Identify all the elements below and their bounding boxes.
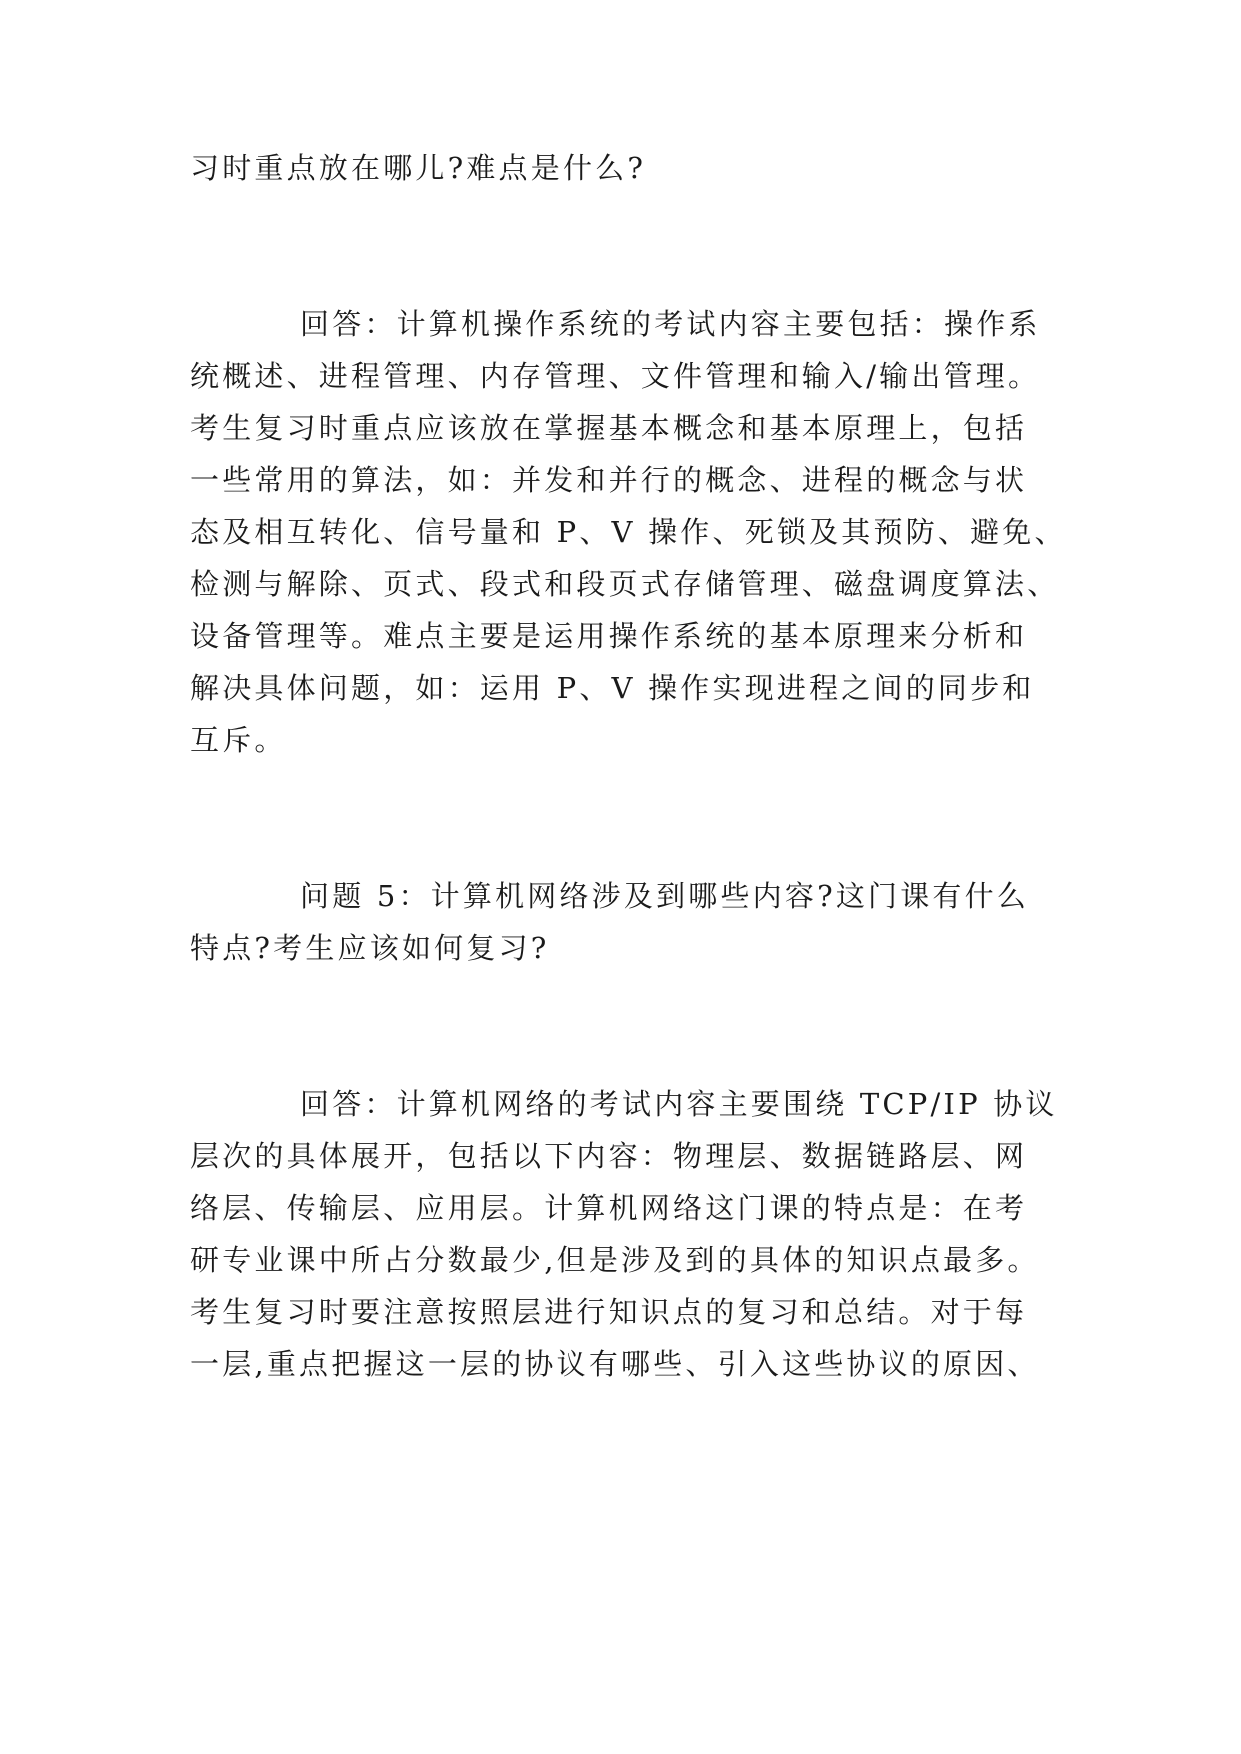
answer-5-line: 络层、传输层、应用层。计算机网络这门课的特点是：在考: [190, 1191, 1028, 1225]
answer-4-line: 回答：计算机操作系统的考试内容主要包括：操作系: [300, 307, 1041, 341]
answer-5-line: 回答：计算机网络的考试内容主要围绕 TCP/IP 协议: [300, 1087, 1058, 1121]
question-5-line: 问题 5：计算机网络涉及到哪些内容?这门课有什么: [300, 879, 1030, 913]
question-4-line: 习时重点放在哪儿?难点是什么?: [190, 151, 647, 185]
answer-4-line: 互斥。: [190, 723, 287, 757]
answer-5-line: 层次的具体展开，包括以下内容：物理层、数据链路层、网: [190, 1139, 1028, 1173]
answer-4-line: 态及相互转化、信号量和 P、V 操作、死锁及其预防、避免、: [190, 515, 1067, 549]
answer-5-line: 研专业课中所占分数最少,但是涉及到的具体的知识点最多。: [190, 1243, 1040, 1277]
answer-5-line: 一层,重点把握这一层的协议有哪些、引入这些协议的原因、: [190, 1347, 1040, 1381]
answer-4-line: 一些常用的算法，如：并发和并行的概念、进程的概念与状: [190, 463, 1028, 497]
answer-4-line: 统概述、进程管理、内存管理、文件管理和输入/输出管理。: [190, 359, 1041, 393]
answer-4-line: 检测与解除、页式、段式和段页式存储管理、磁盘调度算法、: [190, 567, 1060, 601]
answer-4-line: 设备管理等。难点主要是运用操作系统的基本原理来分析和: [190, 619, 1028, 653]
question-5-line: 特点?考生应该如何复习?: [190, 931, 550, 965]
answer-4-line: 考生复习时重点应该放在掌握基本概念和基本原理上，包括: [190, 411, 1028, 445]
answer-5-line: 考生复习时要注意按照层进行知识点的复习和总结。对于每: [190, 1295, 1028, 1329]
answer-4-line: 解决具体问题，如：运用 P、V 操作实现进程之间的同步和: [190, 671, 1035, 705]
